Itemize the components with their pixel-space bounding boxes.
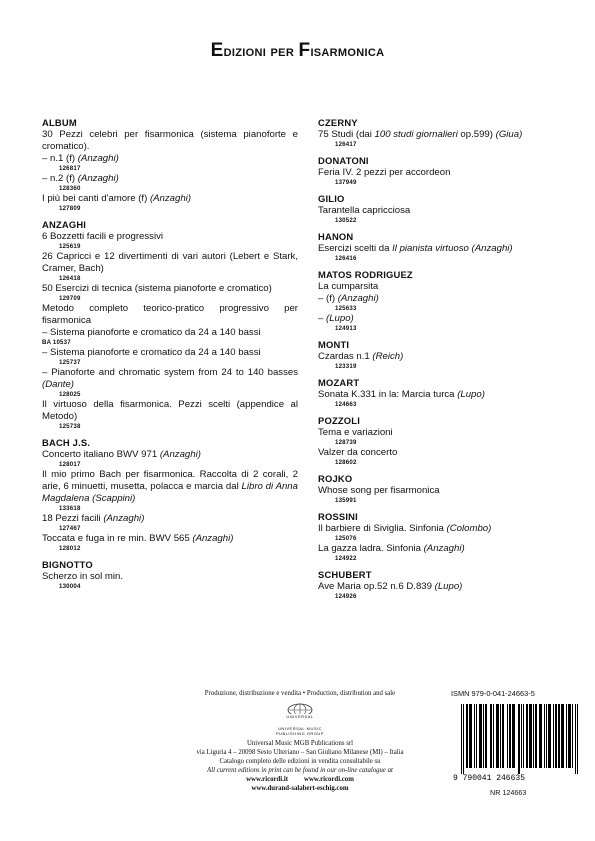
barcode-bar (548, 704, 549, 768)
catalogue-note-en: All current editions in print can be found in our on-line catalogue at (207, 767, 393, 774)
composer-heading: CZERNY (318, 117, 358, 128)
work-title (42, 399, 298, 423)
link-ricordi-com[interactable]: www.ricordi.com (304, 776, 354, 783)
work-italic-text: (Lupo) (434, 581, 463, 592)
barcode-bar (530, 704, 531, 768)
composer-heading: HANON (318, 231, 354, 242)
work-title (318, 293, 558, 305)
composer-heading: SCHUBERT (318, 569, 372, 580)
work-text: Whose song per fisarmonica (318, 485, 440, 496)
work-text: 50 Esercizi di tecnica (sistema pianoforte e cromatico) (42, 283, 272, 294)
composer-heading: GILIO (318, 193, 345, 204)
work-text: Il barbiere di Siviglia. Sinfonia (318, 523, 447, 534)
barcode-bar (523, 704, 524, 768)
catalogue-code: 128025 (59, 391, 81, 398)
title-word-2: isarmonica (310, 43, 385, 60)
work-text: Tarantella capricciosa (318, 205, 411, 216)
work-title (42, 469, 298, 505)
barcode-bar (572, 704, 573, 768)
barcode-bar (518, 704, 519, 774)
catalogue-code: 124913 (335, 325, 357, 332)
work-title (318, 485, 558, 497)
publisher-info (155, 689, 445, 793)
catalogue-code: 125738 (59, 423, 81, 430)
work-text: I più bei canti d'amore (f) (42, 193, 150, 204)
work-italic-text: Libro di Anna Magdalena (Scappini) (42, 481, 298, 504)
work-title (318, 543, 558, 555)
barcode-bar (463, 704, 464, 774)
work-text: Valzer da concerto (318, 447, 398, 458)
catalogue-code: 130004 (59, 583, 81, 590)
work-text: Ave Maria op.52 n.6 D.839 (318, 581, 435, 592)
catalogue-code: 135991 (335, 497, 357, 504)
barcode-bar (546, 704, 547, 768)
work-italic-text: (Colombo) (446, 523, 492, 534)
barcode-bar (510, 704, 511, 768)
barcode-bar (490, 704, 491, 768)
production-line: Produzione, distribuzione e vendita • Production, distribution and sale (204, 690, 396, 697)
catalogue-code: 125076 (335, 535, 357, 542)
work-title (318, 281, 558, 293)
barcode-bar (558, 704, 559, 768)
work-italic-text: (Lupo) (457, 389, 485, 400)
catalogue-code: 125737 (59, 359, 81, 366)
work-title (42, 327, 298, 339)
barcode-bar (491, 704, 492, 768)
link-durand[interactable]: www.durand-salabert-eschig.com (251, 785, 349, 792)
work-text: – Sistema pianoforte e cromatico da 24 a 140 bassi (42, 347, 261, 358)
catalogue-column-right (318, 117, 558, 601)
composer-heading: MONTI (318, 339, 350, 350)
work-italic-text: (Anzaghi) (77, 173, 119, 184)
logo-subtitle-1: UNIVERSAL MUSIC (277, 726, 323, 731)
barcode-bar (513, 704, 514, 768)
work-text: 18 Pezzi facili (42, 513, 104, 524)
work-title (318, 523, 558, 535)
work-text: – (318, 313, 327, 324)
logo-subtitle-2: PUBLISHING GROUP (275, 731, 324, 736)
composer-heading: ROJKO (318, 473, 353, 484)
catalogue-code: 126817 (59, 165, 81, 172)
composer-heading: BACH J.S. (42, 437, 91, 448)
work-title (42, 303, 298, 327)
publisher-footer (155, 689, 585, 819)
barcode-bar (509, 704, 510, 768)
work-italic-text: (Anzaghi) (159, 449, 201, 460)
catalogue-note-it: Catalogo completo delle edizioni in vendita consultabile su (219, 758, 381, 765)
work-title (318, 389, 558, 401)
catalogue-code: 128602 (335, 459, 357, 466)
catalogue-code: 128012 (59, 545, 81, 552)
work-italic-text: Il pianista virtuoso (Anzaghi) (392, 243, 513, 254)
barcode-bar (527, 704, 528, 768)
work-text: La gazza ladra. Sinfonia (318, 543, 424, 554)
work-title (318, 243, 558, 255)
barcode-bar (497, 704, 498, 768)
globe-icon (286, 702, 314, 714)
barcode-bar (570, 704, 571, 768)
catalogue-code: 130522 (335, 217, 357, 224)
barcode-bar (568, 704, 569, 768)
work-title (42, 571, 298, 583)
catalogue-code: 129709 (59, 295, 81, 302)
barcode-bar (536, 704, 537, 768)
work-italic-text: (Giua) (495, 129, 523, 140)
title-initial-2: F (298, 40, 311, 61)
title-word-1: dizioni per (223, 43, 295, 60)
work-italic-text: (Anzaghi) (423, 543, 465, 554)
work-text: Il mio primo Bach per fisarmonica. Raccolta di 2 corali, 2 arie, 6 minuetti, musetta, polacca e marcia dal (42, 469, 298, 492)
barcode-bar (566, 704, 567, 768)
barcode-bar (539, 704, 540, 768)
work-italic-text: (Anzaghi) (337, 293, 379, 304)
composer-heading: MATOS RODRIGUEZ (318, 269, 413, 280)
catalogue-code: 127809 (59, 205, 81, 212)
barcode-bar (556, 704, 557, 768)
barcode-bar (466, 704, 467, 768)
barcode-bar (541, 704, 542, 768)
composer-heading: ANZAGHI (42, 219, 87, 230)
barcode-bar (500, 704, 501, 768)
work-text: 6 Bozzetti facili e progressivi (42, 231, 164, 242)
work-text: 75 Studi (dai (318, 129, 375, 140)
work-text: Scherzo in sol min. (42, 571, 124, 582)
catalogue-code: 125633 (335, 305, 357, 312)
work-text: La cumparsita (318, 281, 379, 292)
barcode-bar (553, 704, 554, 768)
barcode-bar (562, 704, 563, 768)
work-title (318, 313, 558, 325)
barcode-bar (533, 704, 534, 768)
company-address: via Liguria 4 – 20098 Sesto Ulteriano – San Giuliano Milanese (MI) – Italia (196, 749, 404, 756)
barcode-bar (486, 704, 487, 768)
composer-heading: MOZART (318, 377, 360, 388)
barcode-bar (550, 704, 551, 768)
catalogue-code: 126417 (335, 141, 357, 148)
barcode-bar (514, 704, 515, 768)
work-text: Toccata e fuga in re min. BWV 565 (42, 533, 193, 544)
barcode-bar (474, 704, 475, 768)
company-name: Universal Music MGB Publications srl (246, 740, 354, 747)
universal-logo (270, 702, 330, 724)
catalogue-code: 128017 (59, 461, 81, 468)
work-italic-text: (Anzaghi) (77, 153, 119, 164)
work-text: 26 Capricci e 12 divertimenti di vari autori (Lebert e Stark, Cramer, Bach) (42, 251, 298, 274)
work-text: Esercizi scelti da (318, 243, 393, 254)
barcode-bar (577, 704, 578, 774)
work-text: op.599) (457, 129, 496, 140)
composer-heading: ROSSINI (318, 511, 358, 522)
catalogue-code: 126418 (59, 275, 81, 282)
work-title (42, 173, 298, 185)
work-text: – Pianoforte and chromatic system from 24 to 140 basses (42, 367, 298, 378)
barcode-bar (479, 704, 480, 768)
work-title (42, 251, 298, 275)
barcode-bar (521, 704, 522, 768)
work-text: Czardas n.1 (318, 351, 373, 362)
barcode-bar (461, 704, 462, 774)
catalogue-code: 123319 (335, 363, 357, 370)
work-title (42, 283, 298, 295)
catalogue-code: 124922 (335, 555, 357, 562)
work-italic-text: (Anzaghi) (103, 513, 145, 524)
barcode-bar (544, 704, 545, 768)
work-title (42, 449, 298, 461)
catalogue-code: 124926 (335, 593, 357, 600)
work-italic-text: (Anzaghi) (192, 533, 234, 544)
catalogue-code: 128739 (335, 439, 357, 446)
barcode-bar (540, 704, 541, 768)
barcode-bar (480, 704, 481, 768)
catalogue-code: 124663 (335, 401, 357, 408)
barcode-bar (470, 704, 471, 768)
composer-heading: POZZOLI (318, 415, 361, 426)
link-ricordi-it[interactable]: www.ricordi.it (246, 776, 289, 783)
catalogue-code: 128360 (59, 185, 81, 192)
barcode-bar (485, 704, 486, 768)
barcode-bar (529, 704, 530, 768)
work-text: – n.2 (f) (42, 173, 78, 184)
barcode-bar (507, 704, 508, 768)
work-title (318, 427, 558, 439)
work-text: Tema e variazioni (318, 427, 393, 438)
catalogue-number: NR 124663 (490, 788, 527, 797)
catalogue-code: BA 10537 (42, 339, 71, 346)
catalogue-column-left (42, 117, 298, 591)
work-title (42, 129, 298, 153)
barcode-bar (575, 704, 576, 774)
barcode-bar (476, 704, 477, 768)
work-text: Sonata K.331 in la: Marcia turca (318, 389, 458, 400)
barcode-bar (563, 704, 564, 768)
catalogue-code: 126416 (335, 255, 357, 262)
barcode-bar (498, 704, 499, 768)
barcode-bar (481, 704, 482, 768)
ismn-number: ISMN 979-0-041-24663-5 (451, 689, 535, 698)
composer-heading: BIGNOTTO (42, 559, 93, 570)
work-text: – n.1 (f) (42, 153, 78, 164)
logo-wordmark: UNIVERSAL (286, 714, 314, 719)
work-title (318, 167, 558, 179)
barcode-bar (526, 704, 527, 768)
work-title (42, 153, 298, 165)
barcode-bar (502, 704, 503, 768)
work-text: Feria IV. 2 pezzi per accordeon (318, 167, 451, 178)
barcode-bar (471, 704, 472, 768)
barcode-bar (555, 704, 556, 768)
barcode-bar (535, 704, 536, 768)
catalogue-code: 127467 (59, 525, 81, 532)
work-text: – (f) (318, 293, 338, 304)
work-italic-text: (Dante) (42, 379, 74, 390)
barcode-bar (549, 704, 550, 768)
composer-heading: ALBUM (42, 117, 77, 128)
barcode-bar (467, 704, 468, 768)
work-text: Metodo completo teorico-pratico progressivo per fisarmonica (42, 303, 298, 326)
barcode-bar (531, 704, 532, 768)
work-italic-text: (Lupo) (326, 313, 354, 324)
work-text: 30 Pezzi celebri per fisarmonica (sistema pianoforte e cromatico). (42, 129, 298, 152)
work-title (42, 533, 298, 545)
barcode-bar (503, 704, 504, 768)
catalogue-code: 125619 (59, 243, 81, 250)
catalogue-code: 133618 (59, 505, 81, 512)
work-italic-text: 100 studi giornalieri (374, 129, 458, 140)
work-title (318, 205, 558, 217)
barcode-bar (569, 704, 570, 768)
barcode (451, 702, 589, 782)
barcode-bar (493, 704, 494, 768)
page-title (0, 40, 595, 62)
barcode-digits: 9 790041 246635 (453, 774, 526, 782)
work-title (318, 581, 558, 593)
work-title (42, 193, 298, 205)
work-italic-text: (Anzaghi) (149, 193, 192, 204)
catalogue-code: 137949 (335, 179, 357, 186)
work-text: Il virtuoso della fisarmonica. Pezzi scelti (appendice al Metodo) (42, 399, 298, 422)
work-title (42, 367, 298, 391)
work-title (42, 231, 298, 243)
barcode-bar (559, 704, 560, 768)
work-title (318, 447, 558, 459)
work-text: – Sistema pianoforte e cromatico da 24 a 140 bassi (42, 327, 261, 338)
work-title (42, 513, 298, 525)
barcode-bar (496, 704, 497, 768)
work-title (318, 129, 558, 141)
work-title (318, 351, 558, 363)
barcode-bar (519, 704, 520, 774)
barcode-bar (469, 704, 470, 768)
work-text: Concerto italiano BWV 971 (42, 449, 160, 460)
composer-heading: DONATONI (318, 155, 369, 166)
title-initial-1: E (210, 40, 224, 61)
work-italic-text: (Reich) (372, 351, 404, 362)
barcode-bar (483, 704, 484, 768)
barcode-bar (512, 704, 513, 768)
work-title (42, 347, 298, 359)
barcode-bar (561, 704, 562, 768)
